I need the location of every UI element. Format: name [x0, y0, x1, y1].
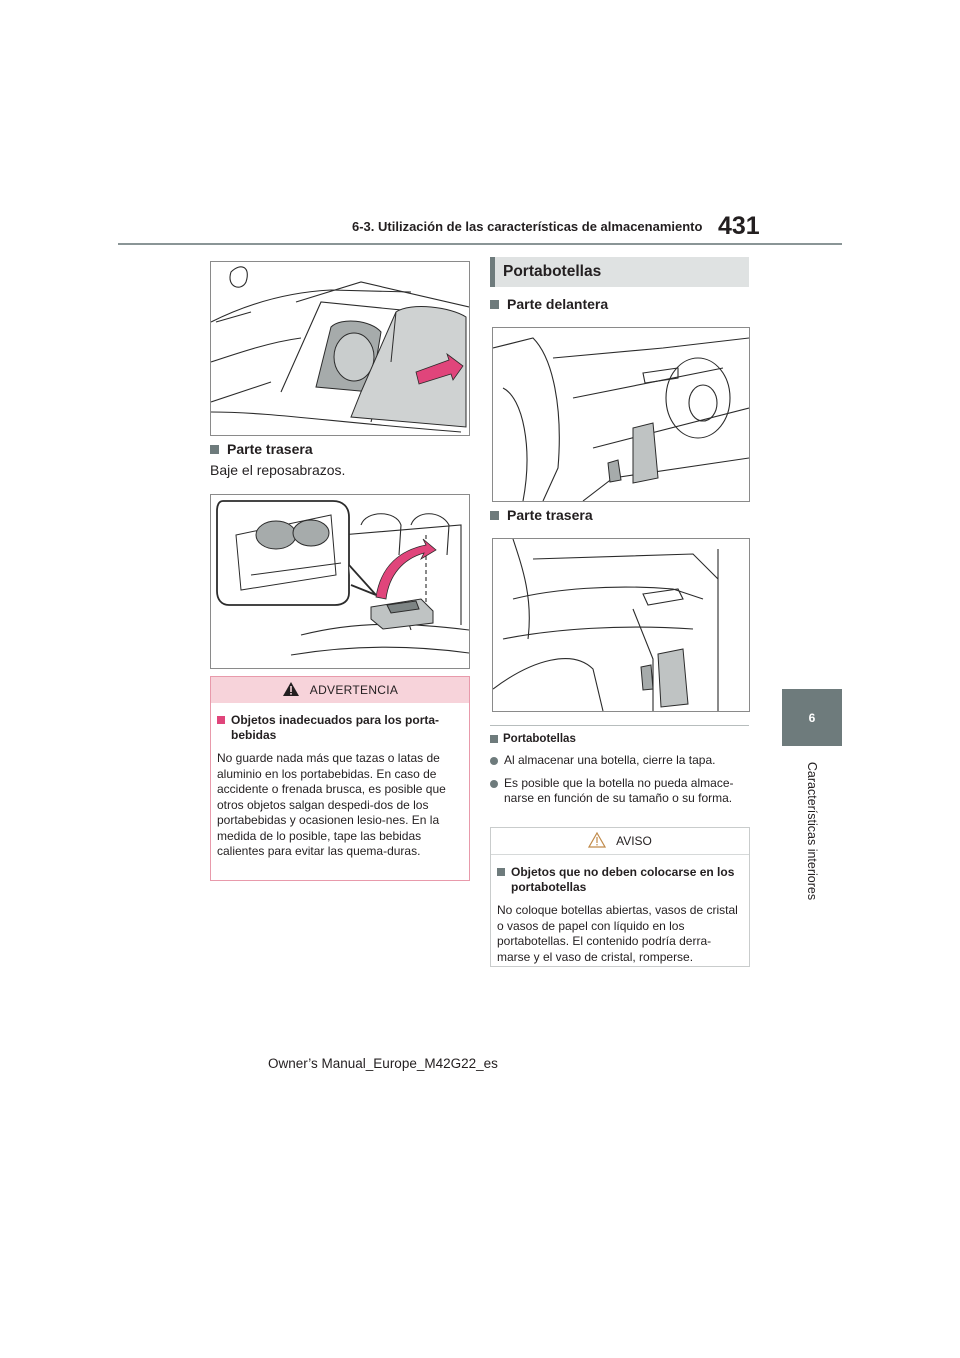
header-rule — [118, 243, 842, 245]
warning-box — [210, 676, 470, 881]
list-item: Es posible que la botella no pueda almace-narse en función de su tamaño o su forma. — [490, 776, 752, 807]
right-subhead-front: Parte delantera — [490, 296, 608, 312]
chapter-tab-label-box — [782, 746, 842, 916]
front-console-cupholder-illustration — [210, 261, 470, 436]
warning-subhead: Objetos inadecuados para los porta-bebidas — [217, 713, 469, 743]
front-door-drawing — [493, 328, 749, 501]
chapter-tab-label: Características interiores — [805, 761, 819, 901]
notice-subhead: Objetos que no deben colocarse en los portabotellas — [497, 865, 749, 895]
rear-door-drawing — [493, 539, 749, 711]
notice-text: No coloque botellas abiertas, vasos de cristal o vasos de papel con líquido en los portabotellas. El contenido podría derra-marse y el vaso de cristal, romperse. — [497, 903, 738, 964]
section-title: Portabotellas — [503, 263, 602, 280]
rear-armrest-illustration — [210, 494, 470, 669]
list-item: Al almacenar una botella, cierre la tapa. — [490, 753, 752, 769]
console-drawing — [211, 262, 469, 435]
section-title-bar — [490, 257, 749, 287]
note-subhead: Portabotellas — [490, 733, 576, 745]
notice-header: AVISO — [491, 828, 749, 855]
running-header: 6-3. Utilización de las características de almacenamiento — [352, 219, 703, 234]
bullet-dot-icon — [490, 757, 498, 765]
bullet-list — [490, 753, 752, 807]
square-bullet-icon — [217, 716, 225, 724]
front-door-bottle-holder-illustration — [492, 327, 750, 502]
right-subhead-rear: Parte trasera — [490, 507, 593, 523]
caution-triangle-icon — [588, 832, 606, 851]
bullet-dot-icon — [490, 780, 498, 788]
warning-header: ADVERTENCIA — [211, 677, 469, 703]
square-bullet-icon — [497, 868, 505, 876]
notice-box — [490, 827, 750, 967]
footer-manual-id: Owner’s Manual_Europe_M42G22_es — [268, 1056, 498, 1071]
square-bullet-icon — [490, 735, 498, 743]
rear-door-bottle-holder-illustration — [492, 538, 750, 712]
square-bullet-icon — [490, 511, 499, 520]
warning-triangle-icon — [282, 681, 300, 700]
armrest-drawing — [211, 495, 469, 668]
page-number: 431 — [718, 212, 760, 240]
square-bullet-icon — [210, 445, 219, 454]
square-bullet-icon — [490, 300, 499, 309]
left-subhead-rear: Parte trasera — [210, 441, 313, 457]
section-divider — [490, 725, 749, 726]
warning-text: No guarde nada más que tazas o latas de aluminio en los portabebidas. En caso de accidente o frenada brusca, es posible que otros objetos salgan despedi-dos de los portabebidas y ocasionen lesio-nes. En la medida de lo posible, tape las bebidas calientes para evitar las quema-duras. — [217, 751, 446, 858]
rear-instruction: Baje el reposabrazos. — [210, 462, 346, 478]
section-bar-edge — [490, 257, 495, 287]
chapter-tab: 6 — [782, 689, 842, 746]
